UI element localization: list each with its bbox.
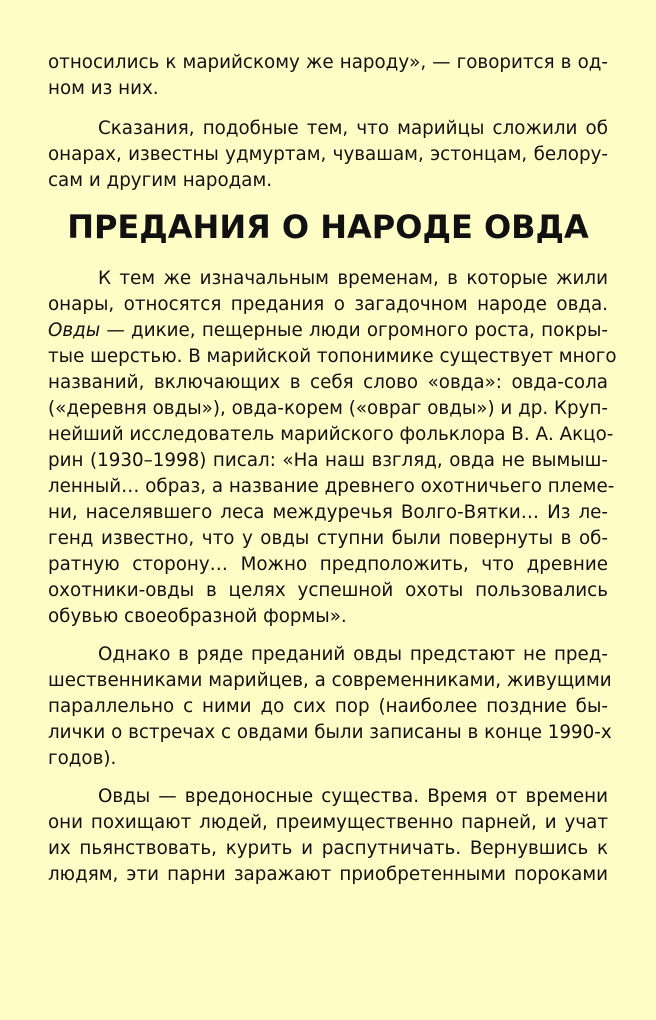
text-line: онарах, известны удмуртам, чувашам, эстонцам, белору- — [48, 144, 608, 165]
text-line-rest: — дикие, пещерные люди огромного роста, покры- — [100, 320, 608, 341]
text-line: ленный… образ, а название древнего охотничьего племе- — [48, 476, 615, 497]
text-line: обувью своеобразной формы». — [48, 606, 347, 627]
text-line: («деревня овды»), овда-корем («овраг овды») и др. Круп- — [48, 398, 608, 419]
text-line: охотники-овды в целях успешной охоты пользовались — [48, 580, 608, 601]
text-line: рин (1930–1998) писал: «На наш взгляд, овда не вымыш- — [48, 450, 608, 471]
text-line: Овды — вредоносные существа. Время от времени — [98, 786, 608, 807]
text-line: ратную сторону… Можно предположить, что древние — [48, 554, 608, 575]
text-line: нейший исследователь марийского фольклора В. А. Акцо- — [48, 424, 614, 445]
text-line: лички о встречах с овдами были записаны в конце 1990-х — [48, 722, 612, 743]
text-line: параллельно с ними до сих пор (наиболее поздние бы- — [48, 696, 608, 717]
text-line: К тем же изначальным временам, в которые жили — [98, 268, 608, 289]
text-line: Сказания, подобные тем, что марийцы сложили об — [98, 118, 608, 139]
text-line: ни, населявшего леса междуречья Волго-Вятки… Из ле- — [48, 502, 608, 523]
text-line: тые шерстью. В марийской топонимике существует много — [48, 346, 617, 367]
text-line: ном из них. — [48, 78, 159, 99]
italic-term: Овды — [48, 320, 101, 341]
text-line: Однако в ряде преданий овды предстают не пред- — [98, 644, 608, 665]
text-line: генд известно, что у овды ступни были повернуты в об- — [48, 528, 608, 549]
text-line: годов). — [48, 748, 117, 769]
text-line — [48, 318, 608, 344]
text-line: они похищают людей, преимущественно парней, и учат — [48, 812, 608, 833]
text-line: названий, включающих в себя слово «овда»: овда-сола — [48, 372, 608, 393]
text-line: онары, относятся предания о загадочном народе овда. — [48, 294, 608, 315]
text-line: их пьянствовать, курить и распутничать. Вернувшись к — [48, 838, 608, 859]
text-line: относились к марийскому же народу», — говорится в од- — [48, 52, 608, 73]
text-line: людям, эти парни заражают приобретенными пороками — [48, 864, 608, 885]
text-line: шественниками марийцев, а современниками, живущими — [48, 670, 612, 691]
text-line: сам и другим народам. — [48, 170, 273, 191]
section-heading: ПРЕДАНИЯ О НАРОДЕ ОВДА — [67, 208, 589, 246]
